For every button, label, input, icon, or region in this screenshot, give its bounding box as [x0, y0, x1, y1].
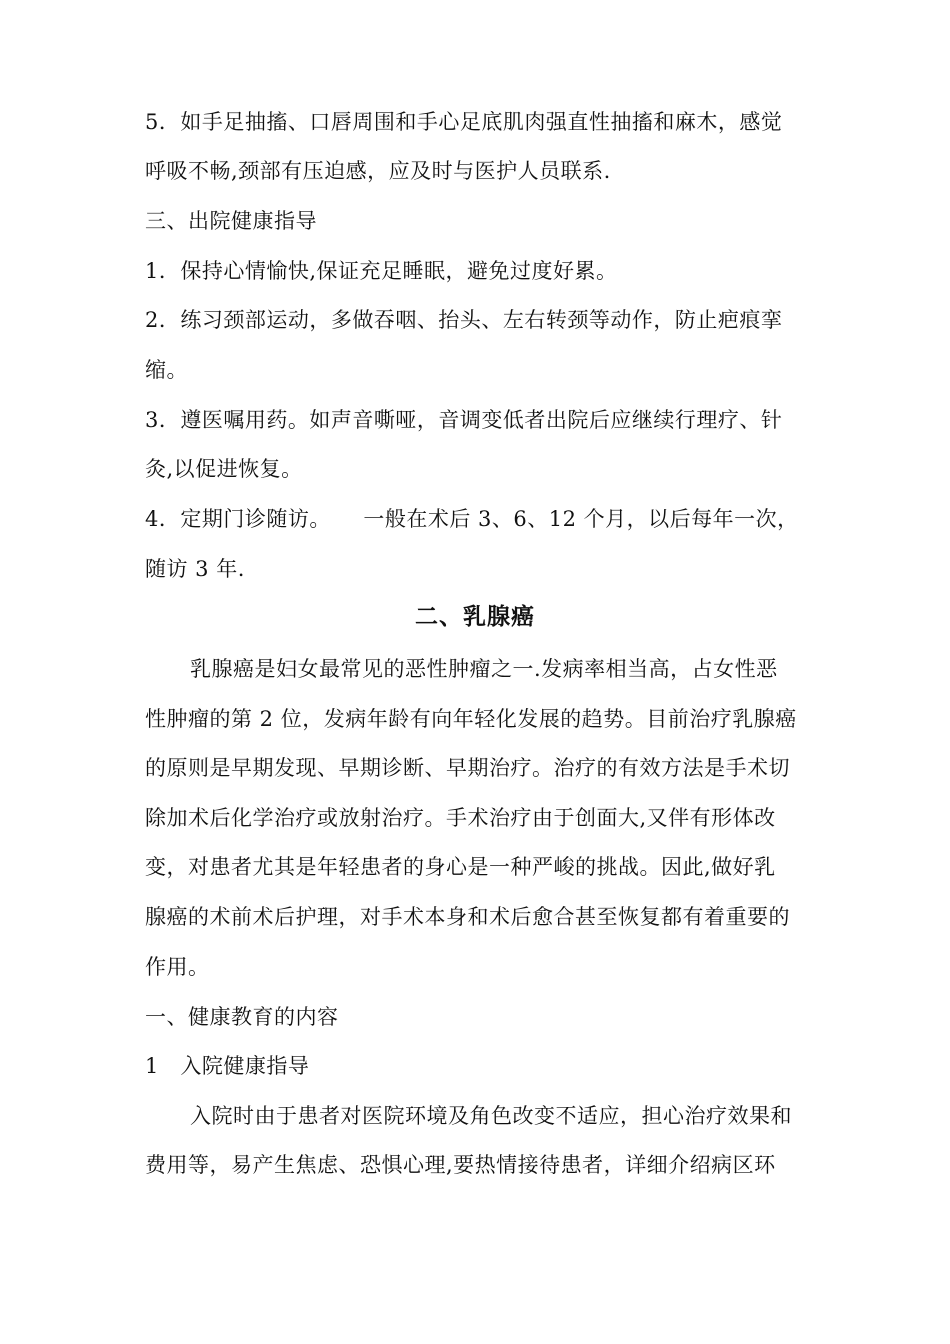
text-line: 三、出院健康指导: [145, 209, 317, 233]
paragraph-line: 入院时由于患者对医院环境及角色改变不适应，担心治疗效果和: [190, 1104, 792, 1128]
paragraph-line: 变，对患者尤其是年轻患者的身心是一种严峻的挑战。因此,做好乳: [145, 855, 776, 879]
text-line: 呼吸不畅,颈部有压迫感，应及时与医护人员联系.: [145, 159, 611, 183]
section-title: 二、乳腺癌: [415, 603, 535, 630]
text-line: 2．练习颈部运动，多做吞咽、抬头、左右转颈等动作，防止疤痕挛: [145, 308, 783, 332]
text-line: 缩。: [145, 358, 188, 382]
paragraph-line: 乳腺癌是妇女最常见的恶性肿瘤之一.发病率相当高，占女性恶: [190, 657, 778, 681]
paragraph-line: 除加术后化学治疗或放射治疗。手术治疗由于创面大,又伴有形体改: [145, 806, 776, 830]
paragraph-line: 性肿瘤的第 2 位，发病年龄有向年轻化发展的趋势。目前治疗乳腺癌: [145, 707, 797, 731]
subheading: 1 入院健康指导: [145, 1054, 310, 1078]
text-line: 4．定期门诊随访。 一般在术后 3、6、12 个月，以后每年一次，: [145, 507, 799, 531]
subheading: 一、健康教育的内容: [145, 1005, 339, 1029]
text-line: 灸,以促进恢复。: [145, 457, 303, 481]
paragraph-line: 腺癌的术前术后护理，对手术本身和术后愈合甚至恢复都有着重要的: [145, 905, 790, 929]
text-line: 5．如手足抽搐、口唇周围和手心足底肌肉强直性抽搐和麻木，感觉: [145, 110, 783, 134]
paragraph-line: 费用等，易产生焦虑、恐惧心理,要热情接待患者，详细介绍病区环: [145, 1153, 776, 1177]
paragraph-line: 作用。: [145, 955, 210, 979]
text-line: 1．保持心情愉快,保证充足睡眠，避免过度好累。: [145, 259, 618, 283]
text-line: 3．遵医嘱用药。如声音嘶哑，音调变低者出院后应继续行理疗、针: [145, 408, 783, 432]
paragraph-line: 的原则是早期发现、早期诊断、早期治疗。治疗的有效方法是手术切: [145, 756, 790, 780]
text-line: 随访 3 年.: [145, 557, 245, 581]
